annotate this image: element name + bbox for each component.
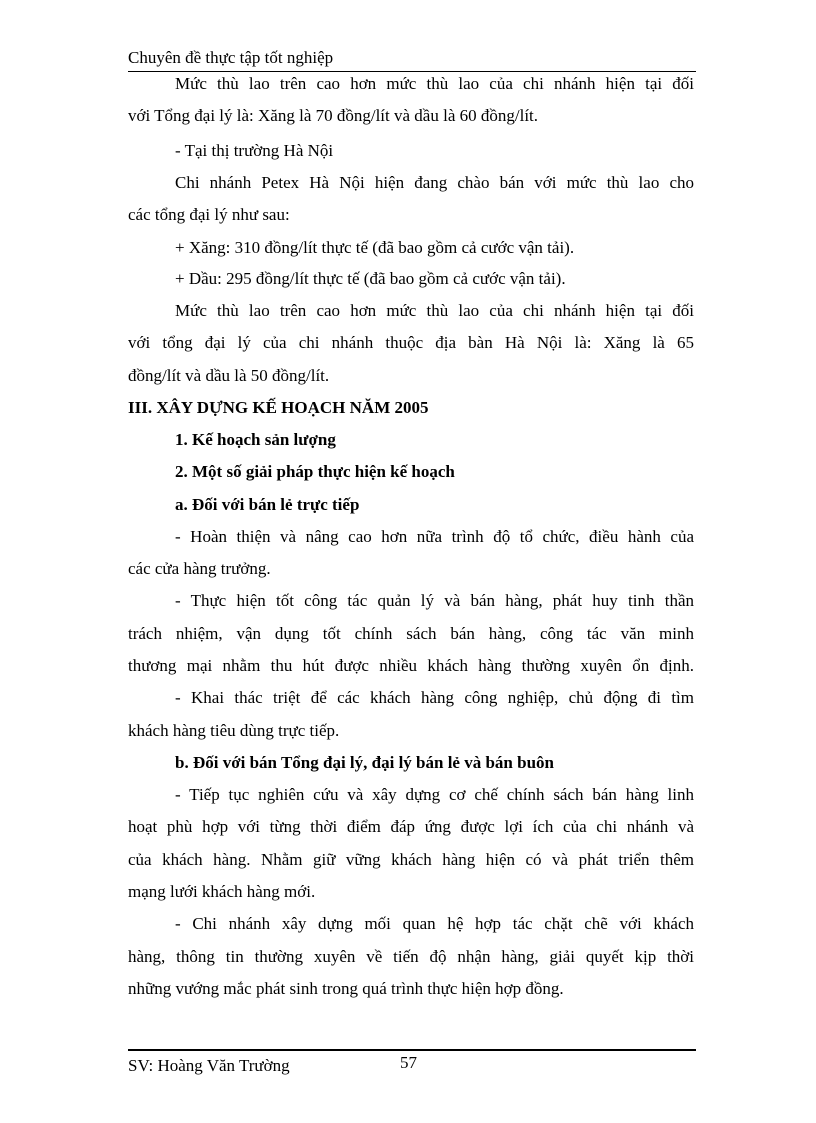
text-line: những vướng mắc phát sinh trong quá trình thực hiện hợp đồng.: [128, 979, 564, 998]
text-line: - Tiếp tục nghiên cứu và xây dựng cơ chế chính sách bán hàng linh: [175, 785, 694, 804]
text-line: + Xăng: 310 đồng/lít thực tế (đã bao gồm cả cước vận tải).: [175, 238, 575, 257]
text-line: của khách hàng. Nhằm giữ vững khách hàng hiện có và phát triển thêm: [128, 850, 694, 869]
text-line: với tổng đại lý của chi nhánh thuộc địa bàn Hà Nội là: Xăng là 65: [128, 333, 694, 352]
text-line: - Thực hiện tốt công tác quản lý và bán hàng, phát huy tinh thần: [175, 591, 694, 610]
subsection-heading: b. Đối với bán Tổng đại lý, đại lý bán lẻ và bán buôn: [175, 753, 554, 772]
text-line: - Chi nhánh xây dựng mối quan hệ hợp tác chặt chẽ với khách: [175, 914, 694, 933]
text-line: trách nhiệm, vận dụng tốt chính sách bán hàng, công tác văn minh: [128, 624, 694, 643]
text-line: Mức thù lao trên cao hơn mức thù lao của chi nhánh hiện tại đối: [175, 74, 694, 93]
subsection-heading: a. Đối với bán lẻ trực tiếp: [175, 495, 360, 514]
footer-divider: [128, 1049, 696, 1051]
text-line: các cửa hàng trưởng.: [128, 559, 271, 578]
text-line: mạng lưới khách hàng mới.: [128, 882, 316, 901]
subsection-heading: 2. Một số giải pháp thực hiện kế hoạch: [175, 462, 455, 481]
footer-student-name: SV: Hoàng Văn Trường: [128, 1056, 290, 1075]
subsection-heading: 1. Kế hoạch sản lượng: [175, 430, 336, 449]
text-line: - Khai thác triệt để các khách hàng công nghiệp, chủ động đi tìm: [175, 688, 694, 707]
section-heading: III. XÂY DỰNG KẾ HOẠCH NĂM 2005: [128, 398, 429, 417]
text-line: khách hàng tiêu dùng trực tiếp.: [128, 721, 340, 740]
text-line: - Tại thị trường Hà Nội: [175, 141, 334, 160]
page-number: 57: [400, 1053, 417, 1072]
text-line: đồng/lít và dầu là 50 đồng/lít.: [128, 366, 330, 385]
text-line: + Dầu: 295 đồng/lít thực tế (đã bao gồm cả cước vận tải).: [175, 269, 566, 288]
text-line: thương mại nhằm thu hút được nhiều khách hàng thường xuyên ổn định.: [128, 656, 694, 675]
text-line: hàng, thông tin thường xuyên về tiến độ nhận hàng, giải quyết kịp thời: [128, 947, 694, 966]
text-line: với Tổng đại lý là: Xăng là 70 đồng/lít và dầu là 60 đồng/lít.: [128, 106, 539, 125]
page-header: Chuyên đề thực tập tốt nghiệp: [128, 47, 696, 72]
text-line: các tổng đại lý như sau:: [128, 205, 290, 224]
text-line: hoạt phù hợp với từng thời điểm đáp ứng được lợi ích của chi nhánh và: [128, 817, 694, 836]
text-line: Chi nhánh Petex Hà Nội hiện đang chào bán với mức thù lao cho: [175, 173, 694, 192]
text-line: - Hoàn thiện và nâng cao hơn nữa trình độ tổ chức, điều hành của: [175, 527, 694, 546]
text-line: Mức thù lao trên cao hơn mức thù lao của chi nhánh hiện tại đối: [175, 301, 694, 320]
